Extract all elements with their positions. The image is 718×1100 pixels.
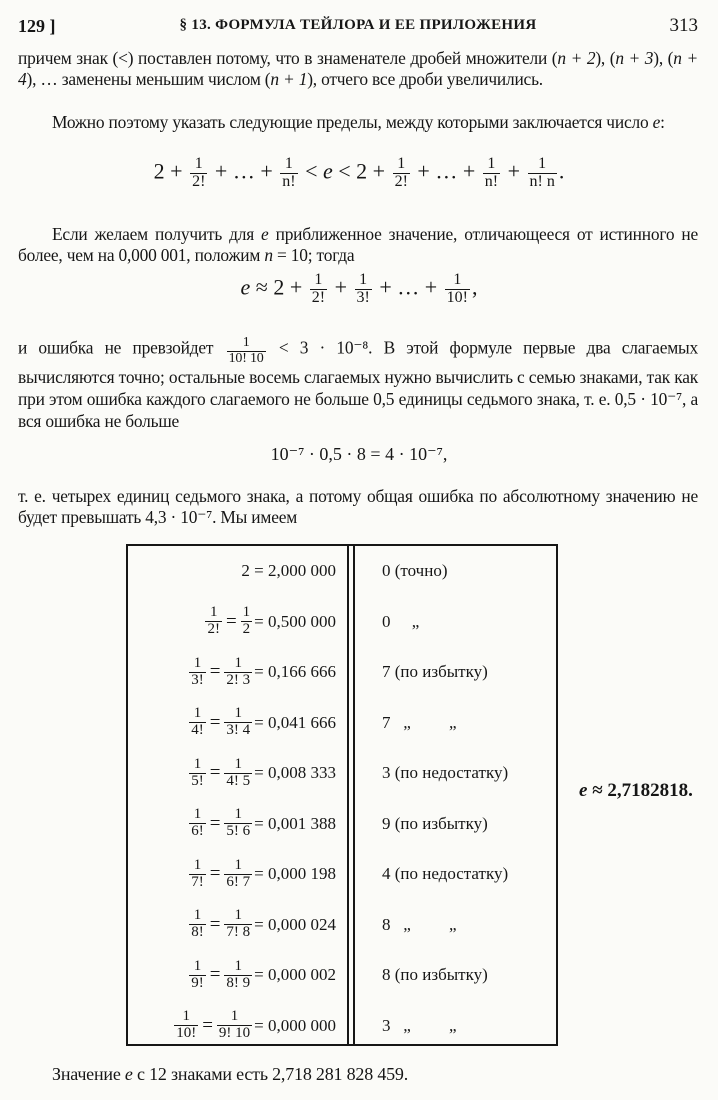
term-value: = 0,000 024 (254, 914, 336, 934)
math: + … + (214, 158, 273, 184)
numerator: 1 (314, 271, 323, 288)
math: < 2 + (338, 158, 386, 184)
paragraph-2 (18, 112, 698, 133)
term-cell (130, 597, 336, 647)
equals-sign: = (209, 863, 221, 884)
error-cell (382, 900, 557, 950)
term-value: = 0,041 666 (254, 712, 336, 732)
fraction (224, 959, 252, 992)
fraction (217, 1009, 252, 1042)
fraction (224, 757, 252, 790)
fraction (189, 656, 206, 689)
math: n + 2 (557, 48, 596, 68)
denominator: 8! (191, 924, 204, 940)
text: т. е. четырех единиц седьмого знака, а потому общая ошибка по абсолютному значению не будет превышать 4,3 · 10⁻⁷. Мы имеем (18, 486, 698, 527)
error-cell (382, 597, 557, 647)
numerator: 1 (193, 907, 202, 924)
equals-sign: = (209, 913, 221, 935)
error-cell (382, 950, 557, 1000)
numerator: 1 (359, 271, 368, 288)
math: e (323, 158, 333, 184)
math: n + 4 (18, 48, 699, 89)
fraction (174, 1009, 198, 1042)
denominator: 5! (191, 772, 204, 789)
term-cell (130, 900, 336, 950)
numerator: 1 (193, 957, 202, 974)
numerator: 1 (397, 155, 406, 172)
error-note: 9 (по избытку) (382, 813, 488, 833)
error-note: 7 „ „ (382, 712, 457, 732)
fraction (224, 706, 252, 739)
numerator: 1 (193, 654, 202, 671)
text: Если желаем получить для (52, 224, 262, 244)
error-cell (382, 546, 557, 596)
fraction (355, 272, 372, 307)
error-cell (382, 748, 557, 798)
denominator: 6! 7 (226, 873, 251, 890)
math: n (264, 245, 273, 265)
term-cell (130, 950, 336, 1000)
numerator: 1 (234, 755, 243, 772)
table-row (126, 950, 558, 1000)
denominator: 10! 10 (228, 350, 264, 366)
term-cell (130, 799, 336, 849)
error-note: 8 „ „ (382, 914, 457, 934)
math: ≈ 2 + (255, 274, 303, 300)
text: : (660, 112, 665, 132)
math: + … + (417, 158, 476, 184)
denominator: 2 (242, 621, 251, 637)
numerator: 1 (193, 856, 202, 873)
numerator: 1 (234, 856, 243, 873)
table-row (126, 546, 558, 596)
error-cell (382, 849, 557, 899)
denominator: n! (282, 172, 296, 190)
fraction (280, 156, 297, 191)
denominator: 10! (176, 1025, 197, 1041)
equals-sign: = (209, 762, 221, 783)
fraction (224, 858, 252, 891)
term-cell (130, 546, 336, 596)
numerator: 1 (193, 755, 202, 772)
equals-sign: = (209, 812, 221, 834)
math: e (240, 274, 251, 300)
text: Можно поэтому указать следующие пределы, между которыми заключается число (52, 112, 653, 132)
text: = 10; тогда (272, 245, 355, 265)
denominator: 7! (191, 873, 204, 890)
denominator: n! (484, 172, 499, 190)
e-value (579, 780, 693, 802)
error-cell (382, 799, 557, 849)
fraction (224, 908, 252, 941)
denominator: 4! 5 (226, 772, 251, 789)
error-note: 8 (по избытку) (382, 965, 488, 984)
math: n + 3 (615, 48, 654, 68)
error-note: 3 (по недостатку) (382, 763, 509, 782)
term-value: 2 = 2,000 000 (241, 561, 336, 580)
error-note: 7 (по избытку) (382, 662, 488, 681)
text: ), ( (653, 48, 674, 68)
term-cell (130, 849, 336, 899)
fraction (189, 706, 206, 739)
numerator: 1 (538, 155, 547, 172)
fraction (189, 959, 206, 992)
text: < 3 · 10⁻⁸. В этой формуле первые два слагаемых вычисляются точно; остальные восемь слагаемых нужно вычислить с семью знаками, так как при этом ошибка каждого слагаемого не больше 0,5 единицы седьмого знака, т. е. 0,5 · 10⁻⁷, а вся ошибка не больше (18, 337, 698, 432)
table-row (126, 799, 558, 849)
fraction (224, 656, 252, 689)
denominator: n! n (529, 172, 555, 190)
term-cell (130, 1001, 336, 1051)
numerator: 1 (234, 705, 243, 722)
paragraph-5 (18, 486, 698, 528)
fraction (310, 272, 327, 307)
denominator: 3! (356, 288, 370, 306)
text: с 12 знаками есть 2,718 281 828 459. (132, 1064, 409, 1084)
term-value: = 0,500 000 (254, 611, 336, 631)
section-number: 129 ] (18, 16, 56, 36)
running-header (18, 12, 698, 42)
table-row (126, 900, 558, 950)
denominator: 3! 4 (226, 722, 251, 738)
term-cell (130, 647, 336, 697)
math: n + 1 (270, 69, 308, 89)
denominator: 8! 9 (226, 974, 251, 991)
table-row (126, 1001, 558, 1051)
paragraph-3 (18, 224, 698, 266)
denominator: 2! 3 (226, 671, 251, 688)
fraction (224, 807, 252, 840)
fraction (528, 156, 557, 191)
formula-bounds (0, 156, 718, 191)
text: ≈ 2,7182818. (587, 780, 693, 801)
denominator: 9! (191, 974, 204, 991)
denominator: 9! 10 (218, 1025, 251, 1041)
text: причем знак (<) поставлен потому, что в знаменателе дробей множители ( (18, 48, 558, 68)
numerator: 1 (209, 604, 218, 621)
fraction (241, 605, 253, 638)
formula-approx (0, 272, 718, 307)
term-value: = 0,008 333 (254, 763, 336, 782)
numerator: 1 (284, 155, 293, 172)
math: e (261, 224, 269, 244)
numerator: 1 (193, 806, 202, 823)
math: 10⁻⁷ · 0,5 · 8 = 4 · 10⁻⁷, (270, 444, 448, 464)
table-row (126, 698, 558, 748)
math: e (652, 112, 661, 132)
paragraph-1 (18, 48, 698, 90)
numerator: 1 (234, 907, 243, 924)
text: приближенное значение, отличающееся от истинного не более, чем на 0,000 001, положим (18, 224, 698, 265)
term-value: = 0,000 198 (254, 864, 336, 883)
math: , (471, 274, 478, 300)
equals-sign: = (209, 661, 221, 682)
denominator: 3! (191, 671, 204, 688)
formula-error (0, 444, 718, 465)
numerator: 1 (194, 155, 203, 172)
fraction (445, 272, 470, 307)
denominator: 2! (192, 172, 206, 190)
fraction (393, 156, 410, 191)
error-cell (382, 698, 557, 748)
equals-sign: = (209, 711, 221, 733)
fraction (189, 908, 206, 941)
math: 2 + (153, 158, 183, 184)
denominator: 5! 6 (226, 823, 251, 839)
equals-sign: = (209, 964, 221, 985)
denominator: 4! (191, 722, 204, 738)
text: Значение (52, 1064, 125, 1084)
denominator: 10! (446, 288, 468, 306)
error-note: 4 (по недостатку) (382, 864, 509, 883)
error-cell (382, 647, 557, 697)
table-row (126, 597, 558, 647)
math: < (305, 158, 318, 184)
denominator: 2! (311, 288, 326, 306)
fraction (189, 757, 206, 790)
term-cell (130, 748, 336, 798)
fraction (205, 605, 222, 638)
paragraph-4 (18, 336, 698, 432)
error-note: 0 „ (382, 611, 420, 631)
math: e (579, 780, 588, 801)
fraction (190, 156, 207, 191)
text: ), ( (595, 48, 616, 68)
fraction (483, 156, 500, 191)
numerator: 1 (182, 1008, 190, 1025)
math: . (558, 158, 565, 184)
term-value: = 0,166 666 (254, 662, 336, 681)
math: + (507, 158, 520, 184)
error-cell (382, 1001, 557, 1051)
numerator: 1 (453, 271, 462, 288)
terms-table (126, 544, 558, 1046)
numerator: 1 (242, 335, 250, 350)
term-value: = 0,000 002 (254, 965, 336, 984)
math: + (334, 274, 347, 300)
page-number: 313 (669, 15, 698, 36)
fraction (227, 336, 266, 366)
term-value: = 0,000 000 (254, 1015, 336, 1035)
denominator: 6! (191, 823, 204, 839)
numerator: 1 (242, 604, 251, 621)
error-note: 0 (точно) (382, 561, 448, 580)
term-cell (130, 698, 336, 748)
math: + … + (379, 274, 438, 300)
table-row (126, 647, 558, 697)
table-row (126, 849, 558, 899)
math: e (124, 1064, 133, 1084)
denominator: 2! (207, 621, 220, 637)
equals-sign: = (225, 610, 237, 632)
term-value: = 0,001 388 (254, 813, 336, 833)
numerator: 1 (230, 1008, 239, 1025)
error-note: 3 „ „ (382, 1015, 457, 1035)
numerator: 1 (487, 155, 496, 172)
fraction (189, 807, 206, 840)
denominator: 7! 8 (226, 924, 251, 940)
text: и ошибка не превзойдет (18, 337, 225, 358)
numerator: 1 (234, 957, 243, 974)
numerator: 1 (234, 806, 243, 823)
equals-sign: = (202, 1014, 213, 1036)
text: ), … заменены меньшим числом ( (26, 69, 271, 89)
table-row (126, 748, 558, 798)
denominator: 2! (394, 172, 408, 190)
numerator: 1 (193, 705, 202, 722)
fraction (189, 858, 206, 891)
chapter-title: § 13. ФОРМУЛА ТЕЙЛОРА И ЕЕ ПРИЛОЖЕНИЯ (179, 17, 537, 33)
numerator: 1 (234, 654, 243, 671)
text: ), отчего все дроби увеличились. (307, 69, 543, 89)
footer-line (52, 1064, 692, 1085)
